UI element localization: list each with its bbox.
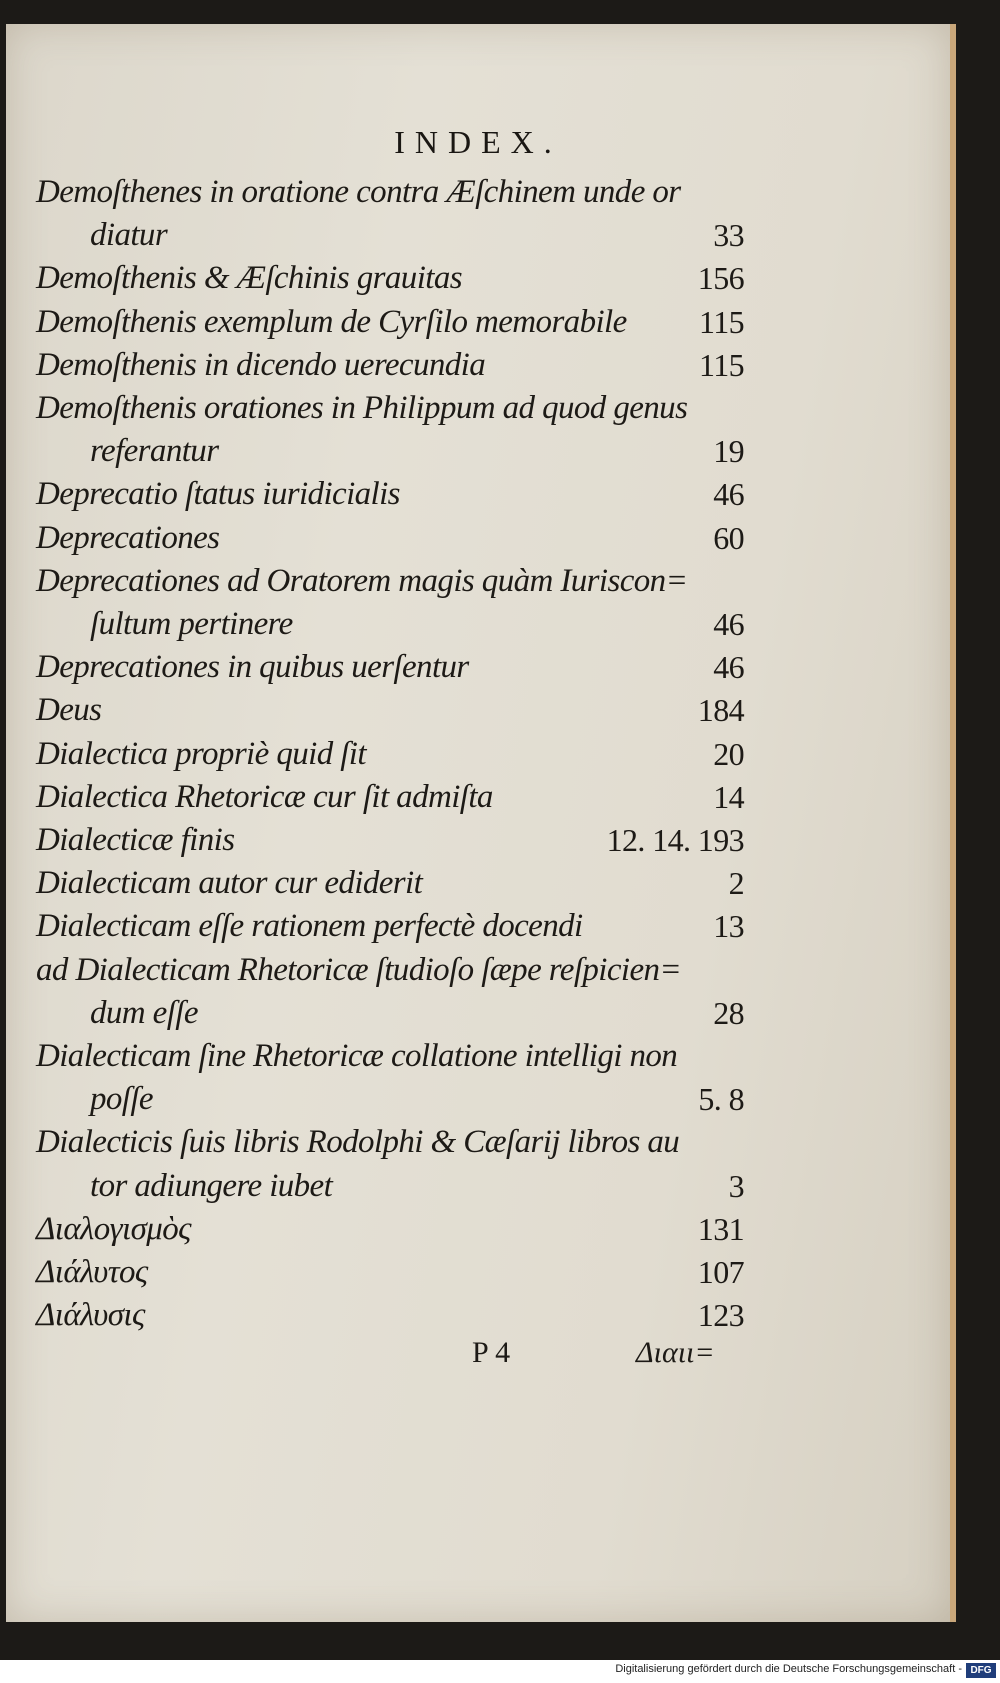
entry-page-number: 156 — [697, 260, 744, 297]
index-entry — [36, 347, 744, 391]
index-entry — [36, 1124, 744, 1168]
index-entry — [36, 1211, 744, 1255]
index-entry-continuation — [36, 433, 744, 477]
entry-text: poſſe — [90, 1081, 153, 1118]
entry-page-number: 60 — [713, 519, 744, 556]
entry-text: Dialecticam autor cur ediderit — [36, 865, 423, 902]
entry-text: ad Dialecticam Rhetoricæ ſtudioſo ſæpe reſpicien= — [36, 951, 682, 988]
book-page — [6, 24, 956, 1622]
entry-text: Demoſthenis orationes in Philippum ad quod genus — [36, 390, 688, 426]
entry-page-number: 19 — [713, 433, 744, 470]
index-entry-continuation — [36, 995, 744, 1039]
index-entry — [36, 1038, 744, 1082]
index-entry — [36, 476, 744, 520]
entry-text: Demoſthenis & Æſchinis grauitas — [36, 260, 462, 297]
index-entry — [36, 304, 744, 348]
index-entry — [36, 563, 744, 607]
entry-page-number: 107 — [697, 1254, 744, 1290]
entry-page-number: 28 — [713, 994, 744, 1031]
entry-text: Demoſthenes in oratione contra Æſchinem unde or — [36, 174, 681, 210]
page-header: INDEX. — [394, 124, 562, 160]
entry-page-number: 184 — [697, 692, 744, 729]
entry-text: diatur — [90, 217, 168, 254]
entry-page-number: 115 — [698, 303, 744, 340]
digitization-credit: Digitalisierung gefördert durch die Deutsche Forschungsgemeinschaft - — [615, 1663, 962, 1675]
credit-bar — [0, 1660, 1000, 1683]
entry-text: Διαλογισμὸς — [36, 1210, 191, 1247]
entry-text: Deus — [36, 692, 102, 729]
entry-text: Διάλυτος — [36, 1254, 148, 1290]
entry-text: Deprecatio ſtatus iuridicialis — [36, 476, 400, 513]
catchword: Διαιι= — [636, 1336, 715, 1369]
index-entry — [36, 649, 744, 693]
signature-mark: P 4 — [472, 1336, 511, 1369]
entry-text: ſultum pertinere — [90, 606, 293, 642]
entry-page-number: 46 — [713, 606, 744, 642]
entry-text: Dialecticam ſine Rhetoricæ collatione intelligi non — [36, 1038, 678, 1074]
index-entry — [36, 908, 744, 952]
dfg-logo: DFG — [966, 1663, 996, 1678]
entry-text: Dialecticæ finis — [36, 822, 235, 858]
index-entry — [36, 390, 744, 434]
entry-page-number: 131 — [697, 1210, 744, 1247]
index-entry — [36, 822, 744, 866]
index-entry — [36, 692, 744, 736]
entry-page-number: 12. 14. 193 — [606, 822, 744, 858]
entry-page-number: 14 — [713, 778, 744, 815]
index-entry — [36, 952, 744, 996]
index-entry-continuation — [36, 1168, 744, 1212]
entry-text: referantur — [90, 433, 219, 470]
index-entry-continuation — [36, 1081, 744, 1125]
entry-page-number: 115 — [698, 346, 744, 383]
index-entry — [36, 1297, 744, 1341]
entry-page-number: 46 — [713, 649, 744, 686]
index-entry — [36, 736, 744, 780]
entry-page-number: 123 — [697, 1297, 744, 1334]
index-entry — [36, 865, 744, 909]
entry-text: Dialectica propriè quid ſit — [36, 735, 366, 772]
entry-page-number: 3 — [728, 1167, 744, 1204]
index-entry — [36, 174, 744, 218]
entry-text: Demoſthenis exemplum de Cyrſilo memorabile — [36, 303, 627, 340]
index-entry-continuation — [36, 217, 744, 261]
entry-text: dum eſſe — [90, 994, 198, 1031]
entry-text: Dialecticis ſuis libris Rodolphi & Cæſarij libros au — [36, 1124, 680, 1161]
entry-page-number: 5. 8 — [698, 1081, 744, 1118]
entry-text: Deprecationes ad Oratorem magis quàm Iuriscon= — [36, 562, 688, 599]
entry-page-number: 46 — [713, 476, 744, 513]
index-entry — [36, 1254, 744, 1298]
index-entry — [36, 779, 744, 823]
entry-text: Dialecticam eſſe rationem perfectè docendi — [36, 908, 583, 945]
index-entry — [36, 260, 744, 304]
index-entry-continuation — [36, 606, 744, 650]
entry-text: Demoſthenis in dicendo uerecundia — [36, 346, 486, 383]
entry-page-number: 13 — [713, 908, 744, 945]
entry-text: Διάλυσις — [36, 1297, 145, 1334]
entry-text: Deprecationes — [36, 519, 220, 556]
entry-page-number: 2 — [728, 865, 744, 902]
entry-text: Dialectica Rhetoricæ cur ſit admiſta — [36, 778, 493, 815]
entry-page-number: 33 — [713, 217, 744, 254]
entry-text: Deprecationes in quibus uerſentur — [36, 649, 469, 686]
index-entry — [36, 520, 744, 564]
entry-page-number: 20 — [713, 735, 744, 772]
entry-text: tor adiungere iubet — [90, 1167, 333, 1204]
